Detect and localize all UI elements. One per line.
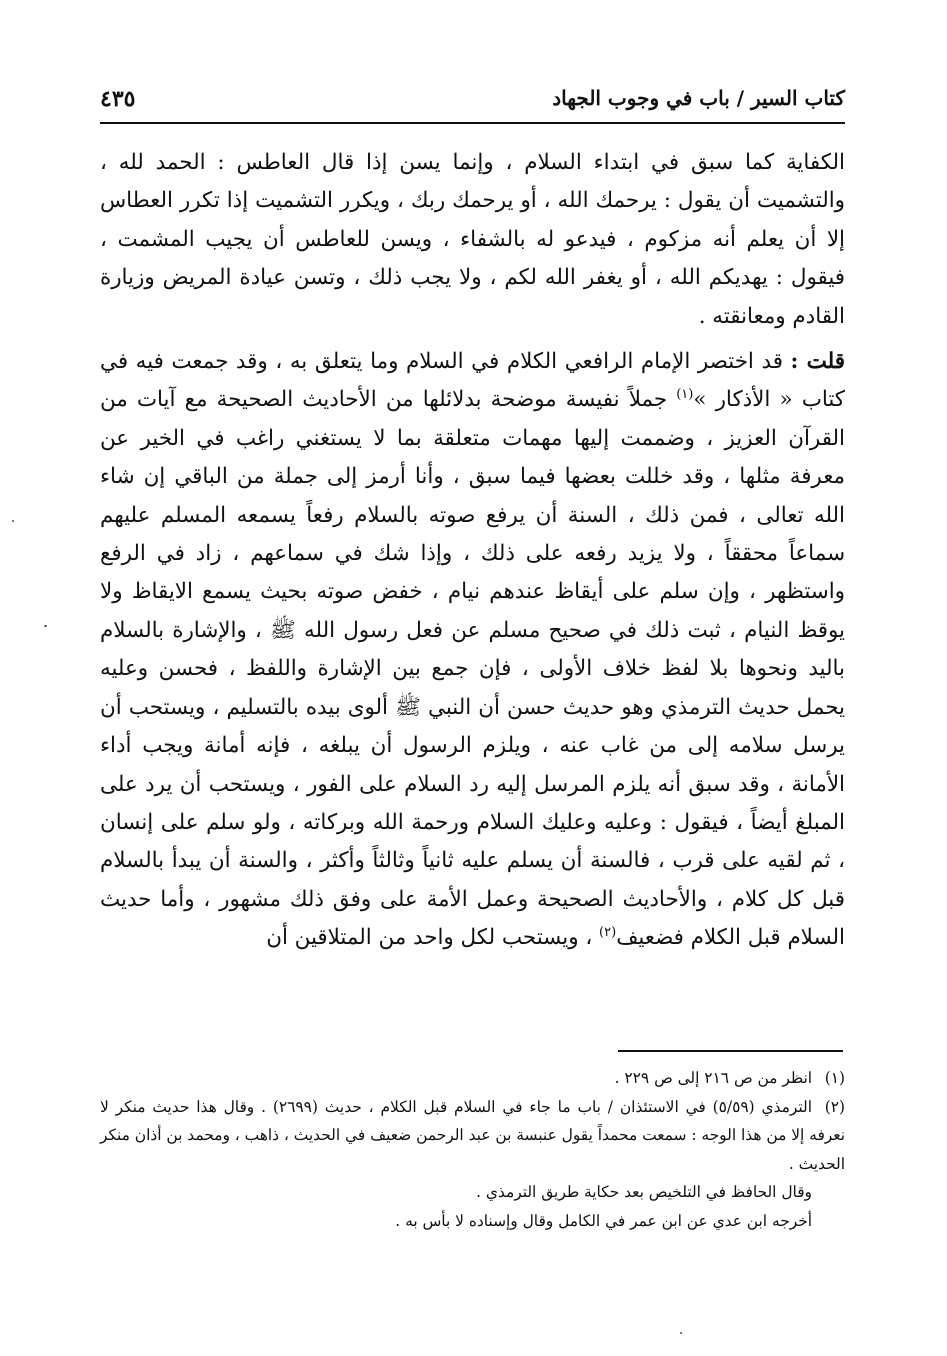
footnote-number: (٢) [824, 1097, 845, 1116]
footnote-number: (١) [824, 1069, 845, 1087]
footnote-text: الترمذي (٥/٥٩) في الاستئذان / باب ما جاء في السلام قبل الكلام ، حديث (٢٦٩٩) . وقال هذا حديث منكر لا نعرفه إلا من هذا الوجه : سمعت محمداً يقول عنبسة بن عبد الرحمن ضعيف في الحديث ، ذاهب ، ومحمد بن أذان منكر الحديث . [100, 1097, 845, 1173]
paragraph-1: الكفاية كما سبق في ابتداء السلام ، وإنما يسن إذا قال العاطس : الحمد لله ، والتشميت أن يقول : يرحمك الله ، أو يرحمك ربك ، ويكرر التشميت إذا تكرر العطاس إلا أن يعلم أنه مزكوم ، فيدعو له بالشفاء ، ويسن للعاطس أن يجيب المشمت ، فيقول : يهديكم الله ، أو يغفر الله لكم ، ولا يجب ذلك ، وتسن عيادة المريض وزيارة القادم ومعانقته . [100, 150, 845, 329]
scan-speck [680, 1332, 682, 1334]
header-divider [100, 122, 845, 124]
chapter-title: كتاب السير / باب في وجوب الجهاد [552, 86, 845, 110]
main-text [100, 144, 845, 958]
scan-speck [44, 625, 47, 627]
paragraph-2-text-b: جملاً نفيسة موضحة بدلائلها من الأحاديث الصحيحة مع آيات من القرآن العزيز ، وضممت إليها مهمات متعلقة بما لا يستغني راغب في الخير عن معرفة مثلها ، وقد خللت بعضها فيما سبق ، وأنا أرمز إلى جملة من الباقي إن شاء الله تعالى ، فمن ذلك ، السنة أن يرفع صوته بالسلام رفعاً يسمعه المسلم عليهم سماعاً محققاً ، ولا يزيد رفعه على ذلك ، وإذا شك في سماعهم ، زاد في الرفع واستظهر ، وإن سلم على أيقاظ عندهم نيام ، خفض صوته بحيث يسمع الايقاظ ولا يوقظ النيام ، ثبت ذلك في صحيح مسلم عن فعل رسول الله ﷺ ، والإشارة بالسلام باليد ونحوها بلا لفظ خلاف الأولى ، فإن جمع بين الإشارة واللفظ ، فحسن وعليه يحمل حديث الترمذي وهو حديث حسن أن النبي ﷺ ألوى بيده بالتسليم ، ويستحب أن يرسل سلامه إلى من غاب عنه ، ويلزم الرسول أن يبلغه ، فإنه أمانة ويجب أداء الأمانة ، وقد سبق أنه يلزم المرسل إليه رد السلام على الفور ، ويستحب أن يرد على المبلغ أيضاً ، فيقول : وعليه وعليك السلام ورحمة الله وبركاته ، ولو سلم على إنسان ، ثم لقيه على قرب ، فالسنة أن يسلم عليه ثانياً وثالثاً وأكثر ، والسنة أن يبدأ بالسلام قبل كل كلام ، والأحاديث الصحيحة وعمل الأمة على وفق ذلك مشهور ، وأما حديث السلام قبل الكلام فضعيف [100, 387, 845, 951]
footnote-line: أخرجه ابن عدي عن ابن عمر في الكامل وقال وإسناده لا بأس به . [395, 1211, 812, 1230]
footnote-text: انظر من ص ٢١٦ إلى ص ٢٢٩ . [614, 1069, 812, 1087]
paragraph-2 [100, 343, 845, 958]
footnote-1 [100, 1064, 845, 1093]
footnote-ref-1[interactable]: (١) [676, 387, 694, 403]
footnote-line: وقال الحافظ في التلخيص بعد حكاية طريق الترمذي . [476, 1183, 812, 1201]
scan-speck [12, 520, 14, 522]
running-header [100, 86, 845, 120]
paragraph-2-lead: قلت : [790, 349, 845, 375]
page-number: ٤٣٥ [100, 86, 136, 112]
footnotes [100, 1064, 845, 1235]
paragraph-2-text-c: ، ويستحب لكل واحد من المتلاقين أن [266, 925, 593, 951]
footnote-divider [618, 1050, 843, 1052]
footnote-2 [100, 1093, 845, 1179]
footnote-2-continuation [100, 1178, 845, 1235]
paragraph-2-text-a: قد اختصر الإمام الرافعي الكلام في السلام وما يتعلق به ، وقد جمعت فيه في كتاب « الأذكار » [100, 349, 845, 413]
footnote-ref-2[interactable]: (٢) [599, 925, 617, 940]
